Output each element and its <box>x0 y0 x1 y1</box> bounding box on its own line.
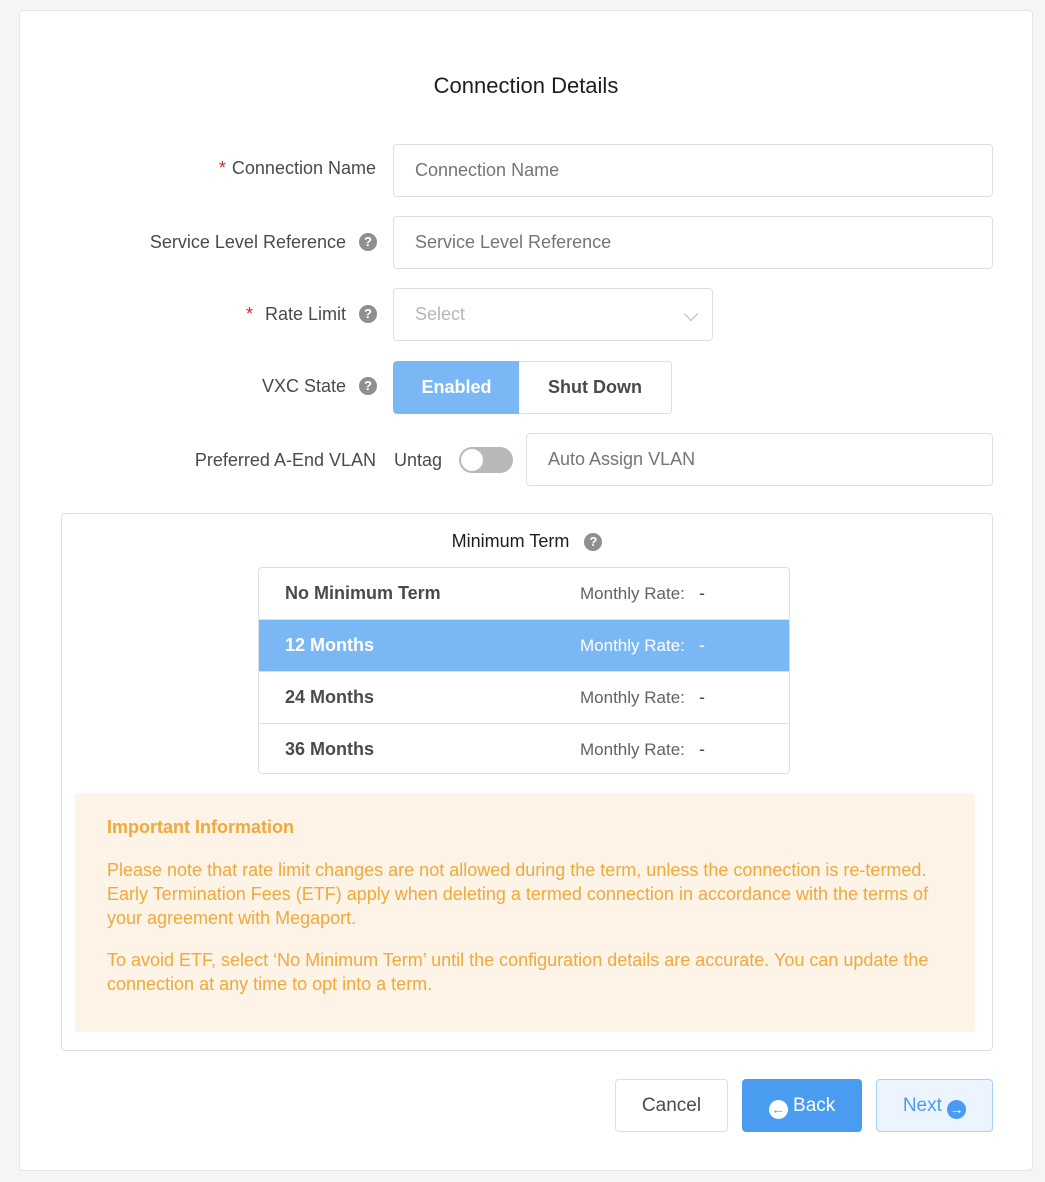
minimum-term-title: Minimum Term ? <box>62 531 992 552</box>
next-button[interactable] <box>876 1079 993 1132</box>
back-button[interactable] <box>742 1079 862 1132</box>
info-title: Important Information <box>107 817 294 837</box>
term-option-no-minimum[interactable]: No Minimum Term Monthly Rate: - <box>259 568 789 620</box>
term-options-list <box>258 567 790 774</box>
connection-details-card <box>19 10 1033 1171</box>
important-information-box <box>75 793 975 1032</box>
vxc-state-enabled-button[interactable]: Enabled <box>393 361 520 414</box>
vxc-state-help-icon[interactable]: ? <box>359 377 377 395</box>
arrow-right-circle-icon: → <box>947 1100 966 1119</box>
service-level-help-icon[interactable]: ? <box>359 233 377 251</box>
connection-name-label: * Connection Name <box>218 158 376 178</box>
term-option-12-months[interactable]: 12 Months Monthly Rate: - <box>259 620 789 672</box>
required-marker: * <box>245 304 253 324</box>
required-marker: * <box>218 158 226 178</box>
minimum-term-section <box>61 513 993 1051</box>
connection-name-input[interactable] <box>393 144 993 197</box>
toggle-knob <box>461 449 483 471</box>
vlan-input[interactable] <box>526 433 993 486</box>
chevron-down-icon <box>684 307 698 321</box>
next-button-label: Next <box>902 1095 942 1116</box>
cancel-button[interactable]: Cancel <box>615 1079 728 1132</box>
vlan-label: Preferred A-End VLAN <box>194 450 376 470</box>
arrow-left-circle-icon: ← <box>769 1100 788 1119</box>
rate-limit-placeholder: Select <box>415 304 466 324</box>
back-button-label: Back <box>793 1095 836 1116</box>
minimum-term-help-icon[interactable]: ? <box>584 533 602 551</box>
term-option-24-months[interactable]: 24 Months Monthly Rate: - <box>259 672 789 724</box>
info-paragraph: To avoid ETF, select ‘No Minimum Term’ until the configuration details are accurate. You can update the connection at any time to opt into a term. <box>107 950 929 994</box>
page-title: Connection Details <box>433 73 619 98</box>
vxc-state-shutdown-button[interactable]: Shut Down <box>519 361 672 414</box>
rate-limit-label: * Rate Limit <box>245 304 346 324</box>
term-option-36-months[interactable]: 36 Months Monthly Rate: - <box>285 739 705 759</box>
rate-limit-help-icon[interactable]: ? <box>359 305 377 323</box>
untag-label: Untag <box>394 450 443 470</box>
vxc-state-label: VXC State <box>261 376 346 396</box>
service-level-label: Service Level Reference <box>149 232 346 252</box>
info-paragraph: Please note that rate limit changes are not allowed during the term, unless the connection is re-termed. Early Termination Fees (ETF) apply when deleting a termed connection in accordance with the terms of your agreement with Megaport. <box>107 860 929 928</box>
service-level-input[interactable] <box>393 216 993 269</box>
rate-limit-select[interactable] <box>393 288 713 341</box>
untag-toggle[interactable] <box>459 447 513 473</box>
